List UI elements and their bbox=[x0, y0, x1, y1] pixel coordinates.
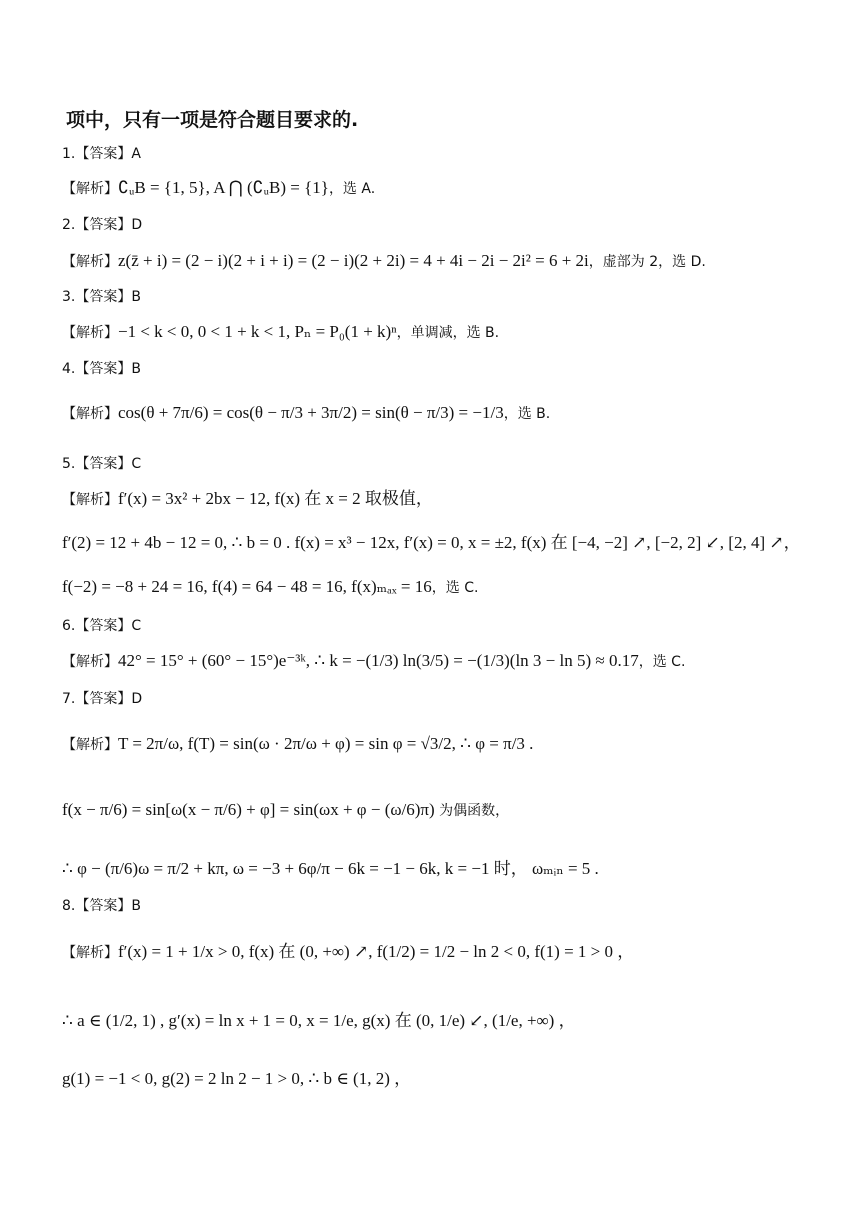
answer-6: 6.【答案】C bbox=[62, 618, 142, 634]
answer-8: 8.【答案】B bbox=[62, 898, 141, 914]
solution-math: T = 2π/ω, f(T) = sin(ω · 2π/ω + φ) = sin φ = √3/2, ∴ φ = π/3 . bbox=[118, 734, 534, 753]
solution-math: ∁ᵤB = {1, 5}, A ⋂ (∁ᵤB) = {1} bbox=[118, 178, 329, 197]
solution-tail: 为偶函数， bbox=[434, 803, 510, 819]
solution-tail: ，选 C. bbox=[431, 580, 479, 596]
solution-tail: ，选 C. bbox=[638, 654, 686, 670]
solution-3-line-1 bbox=[62, 321, 499, 344]
solution-math: 42° = 15° + (60° − 15°)e⁻³ᵏ, ∴ k = −(1/3) ln(3/5) = −(1/3)(ln 3 − ln 5) ≈ 0.17 bbox=[118, 651, 639, 670]
solution-label: 【解析】 bbox=[62, 737, 118, 753]
solution-7-line-3 bbox=[62, 858, 599, 880]
answer-5: 5.【答案】C bbox=[62, 456, 142, 472]
solution-math: −1 < k < 0, 0 < 1 + k < 1, Pₙ = P₀(1 + k)ⁿ bbox=[118, 322, 397, 341]
solution-6-line-1 bbox=[62, 650, 685, 673]
solution-2-line-1 bbox=[62, 250, 706, 273]
solution-label: 【解析】 bbox=[62, 654, 118, 670]
solution-math: f(−2) = −8 + 24 = 16, f(4) = 64 − 48 = 16, f(x)ₘₐₓ = 16 bbox=[62, 577, 432, 596]
solution-5-line-3 bbox=[62, 576, 478, 599]
solution-7-line-2 bbox=[62, 799, 509, 822]
solution-4-line-1 bbox=[62, 402, 550, 425]
solution-math: z(z̄ + i) = (2 − i)(2 + i + i) = (2 − i)(2 + 2i) = 4 + 4i − 2i − 2i² = 6 + 2i bbox=[118, 251, 589, 270]
solution-math: f′(x) = 3x² + 2bx − 12, f(x) 在 x = 2 取极值， bbox=[118, 489, 433, 508]
answer-7: 7.【答案】D bbox=[62, 691, 143, 707]
solution-label: 【解析】 bbox=[62, 492, 118, 508]
solution-label: 【解析】 bbox=[62, 254, 118, 270]
solution-math: ∴ φ − (π/6)ω = π/2 + kπ, ω = −3 + 6φ/π − 6k = −1 − 6k, k = −1 时， ωₘᵢₙ = 5 . bbox=[62, 859, 599, 878]
solution-math: cos(θ + 7π/6) = cos(θ − π/3 + 3π/2) = sin(θ − π/3) = −1/3 bbox=[118, 403, 504, 422]
solution-7-line-1 bbox=[62, 733, 533, 756]
solution-math: ∴ a ∈ (1/2, 1) , g′(x) = ln x + 1 = 0, x = 1/e, g(x) 在 (0, 1/e) ↙, (1/e, +∞) ， bbox=[62, 1011, 576, 1030]
solution-math: g(1) = −1 < 0, g(2) = 2 ln 2 − 1 > 0, ∴ b ∈ (1, 2) ， bbox=[62, 1069, 412, 1088]
solution-tail: ，选 A. bbox=[328, 181, 376, 197]
solution-8-line-2 bbox=[62, 1010, 576, 1032]
answer-3: 3.【答案】B bbox=[62, 289, 141, 305]
solution-tail: ，单调减，选 B. bbox=[396, 325, 500, 341]
solution-8-line-3 bbox=[62, 1068, 411, 1090]
solution-5-line-1 bbox=[62, 488, 433, 511]
solution-label: 【解析】 bbox=[62, 181, 118, 197]
answer-2: 2.【答案】D bbox=[62, 217, 143, 233]
solution-label: 【解析】 bbox=[62, 325, 118, 341]
solution-label: 【解析】 bbox=[62, 945, 118, 961]
solution-math: f(x − π/6) = sin[ω(x − π/6) + φ] = sin(ωx + φ − (ω/6)π) bbox=[62, 800, 435, 819]
solution-math: f′(x) = 1 + 1/x > 0, f(x) 在 (0, +∞) ↗, f(1/2) = 1/2 − ln 2 < 0, f(1) = 1 > 0 ， bbox=[118, 942, 635, 961]
solution-tail: ，虚部为 2，选 D. bbox=[588, 254, 706, 270]
solution-math: f′(2) = 12 + 4b − 12 = 0, ∴ b = 0 . f(x) = x³ − 12x, f′(x) = 0, x = ±2, f(x) 在 [−4, −2] ↗, [−2, 2] ↙, [2, 4] ↗， bbox=[62, 533, 801, 552]
solution-5-line-2 bbox=[62, 532, 801, 554]
answer-4: 4.【答案】B bbox=[62, 361, 141, 377]
solution-8-line-1 bbox=[62, 941, 634, 964]
solution-label: 【解析】 bbox=[62, 406, 118, 422]
answer-1: 1.【答案】A bbox=[62, 146, 141, 162]
solution-1-line-1 bbox=[62, 177, 375, 200]
section-heading: 项中，只有一项是符合题目要求的. bbox=[66, 109, 359, 131]
solution-tail: ，选 B. bbox=[503, 406, 551, 422]
